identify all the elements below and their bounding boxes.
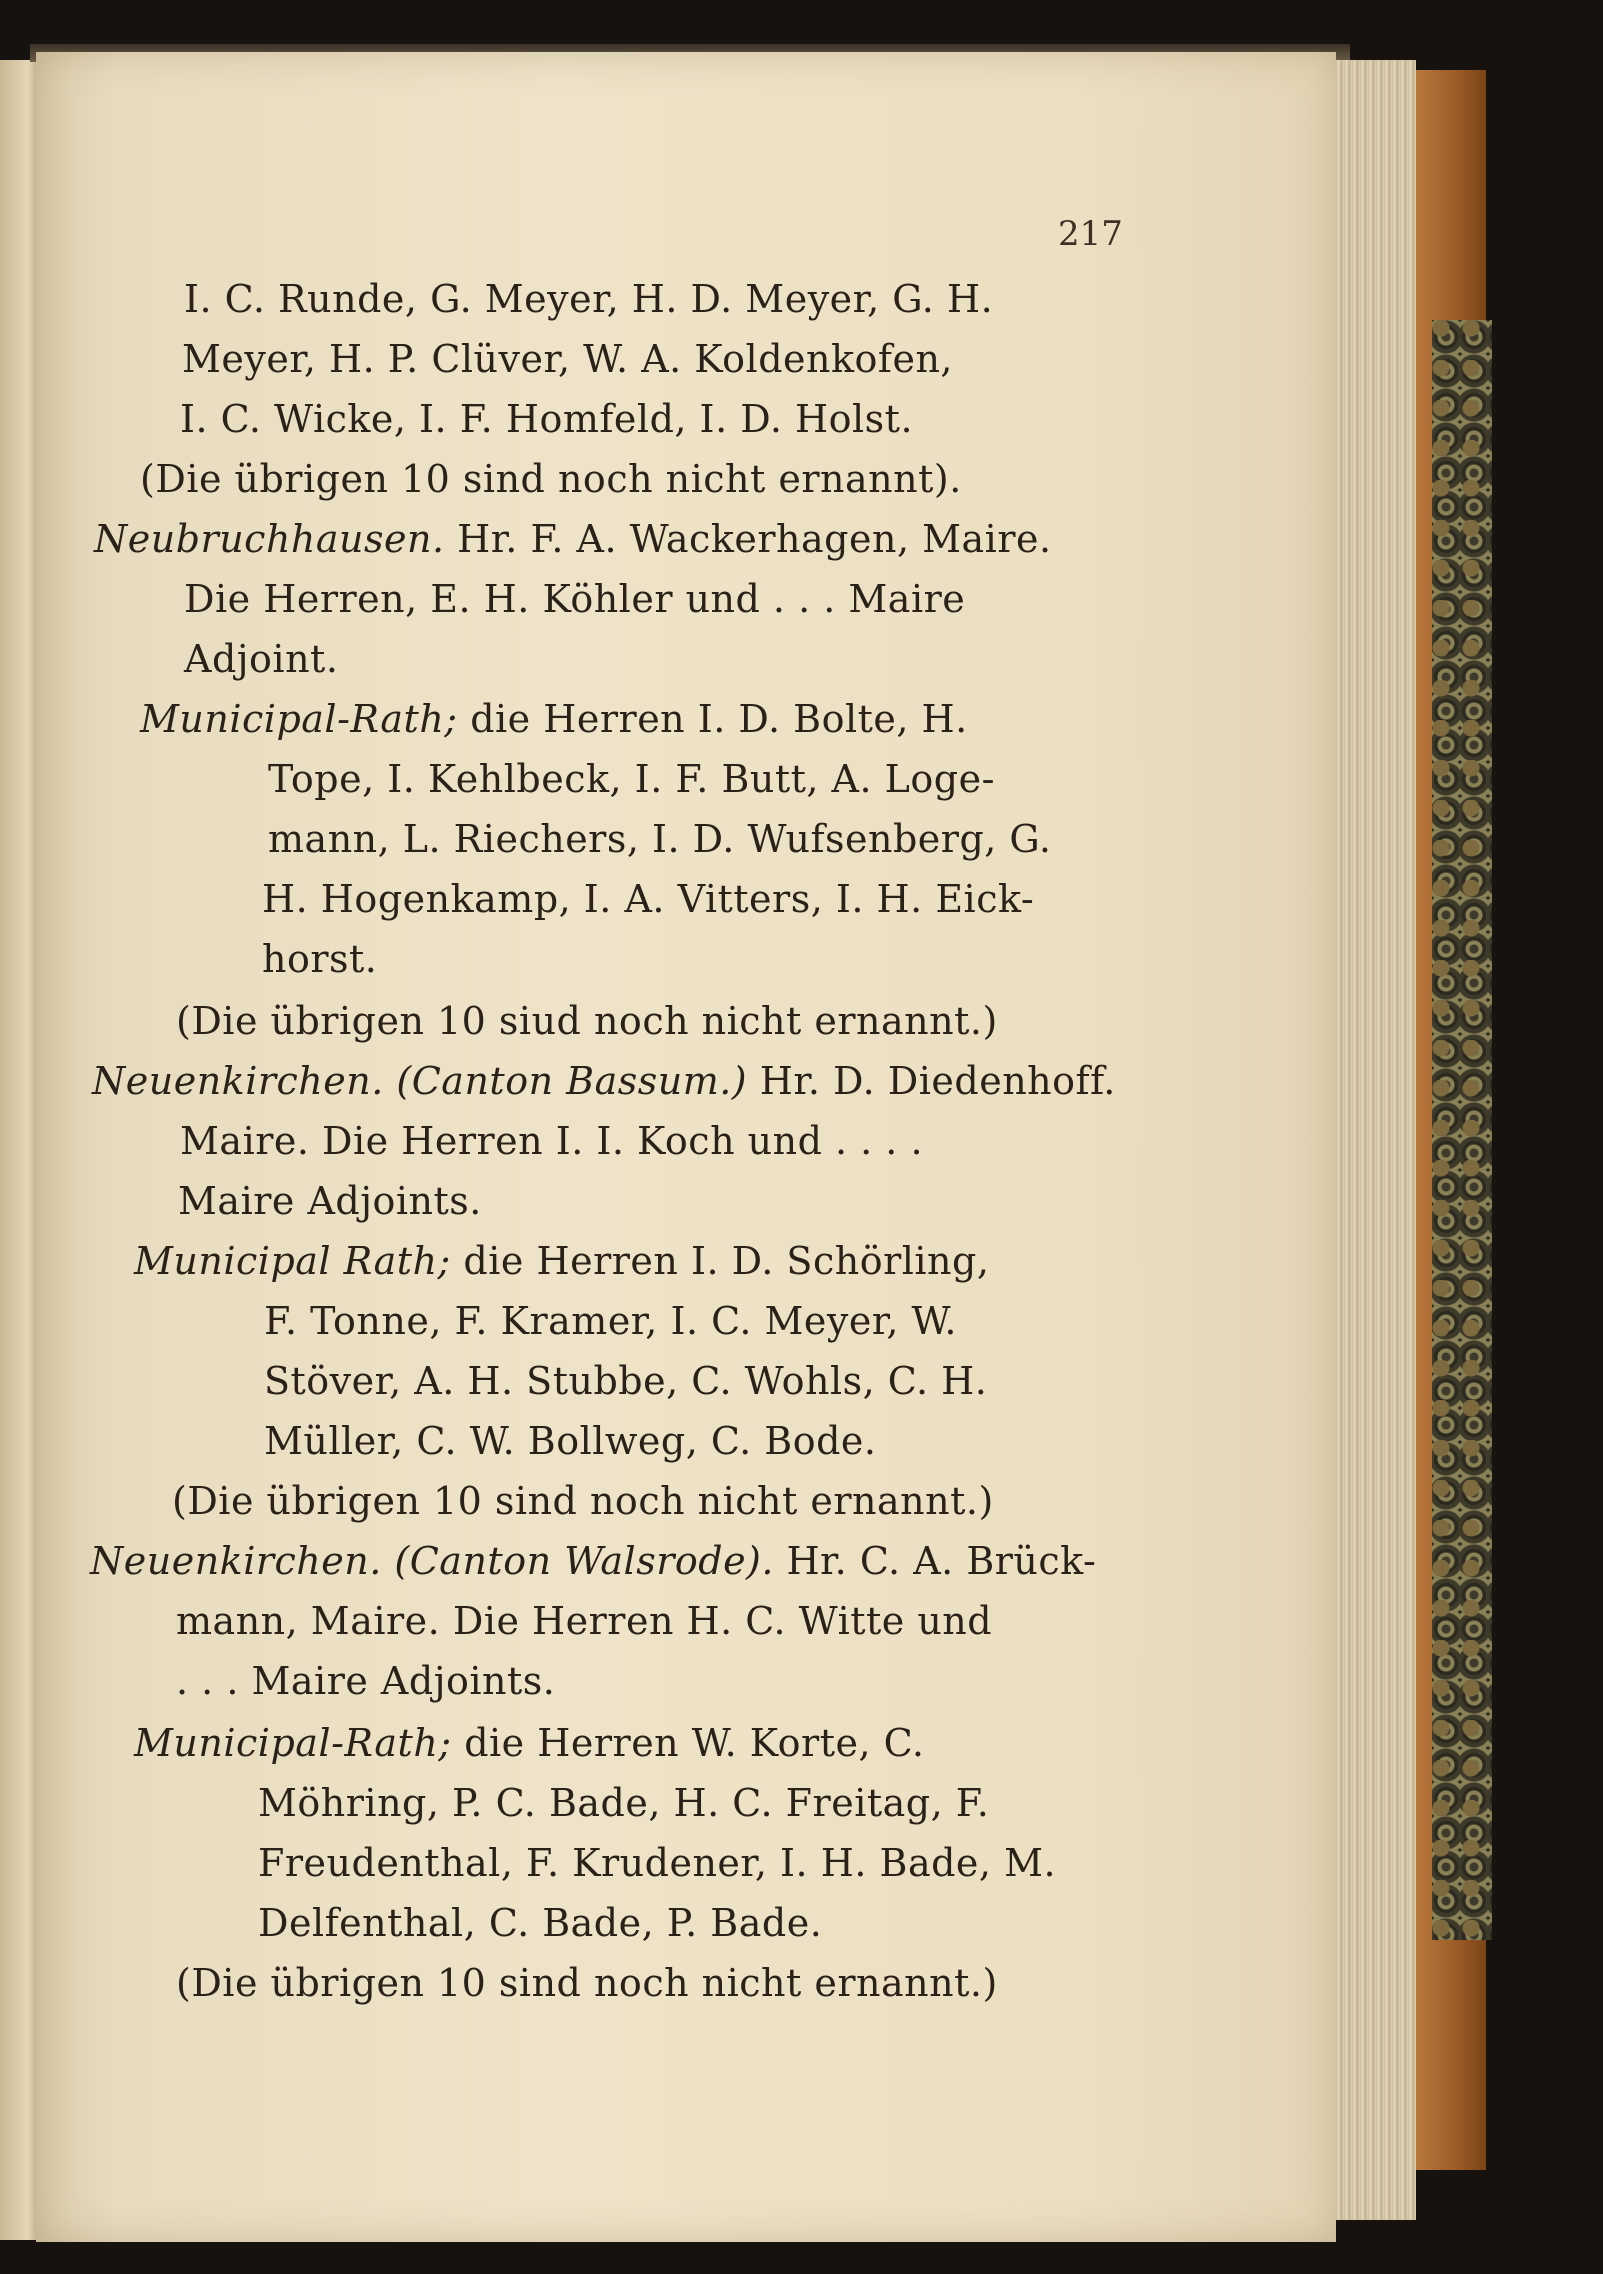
text-line: . . . Maire Adjoints. [176,1659,556,1703]
place-name: Neubruchhausen. [94,517,445,561]
text-line: (Die übrigen 10 sind noch nicht ernannt.) [176,1961,998,2005]
text-line: Adjoint. [184,637,339,681]
text-span: Hr. C. A. Brück- [773,1539,1097,1583]
section-label: Municipal-Rath; [140,697,458,741]
section-label: Municipal Rath; [134,1239,451,1283]
section-label: Municipal-Rath; [134,1721,452,1765]
text-line [134,1714,924,1774]
text-line: Die Herren, E. H. Köhler und . . . Maire [184,577,966,621]
text-line: Maire Adjoints. [178,1179,482,1223]
text-line [140,690,968,750]
text-line [134,1232,989,1292]
text-line: (Die übrigen 10 sind noch nicht ernannt). [140,457,962,501]
place-name: Neuenkirchen. [90,1539,382,1583]
text-line: Möhring, P. C. Bade, H. C. Freitag, F. [258,1781,990,1825]
text-line [92,1052,1116,1112]
text-span: die Herren I. D. Bolte, H. [457,697,968,741]
text-span: Hr. D. Diedenhoff. [747,1059,1116,1103]
text-line: Stöver, A. H. Stubbe, C. Wohls, C. H. [264,1359,988,1403]
text-line: I. C. Wicke, I. F. Homfeld, I. D. Holst. [180,397,914,441]
text-line: (Die übrigen 10 siud noch nicht ernannt.) [176,999,998,1043]
text-line: H. Hogenkamp, I. A. Vitters, I. H. Eick- [262,877,1035,921]
text-line: Maire. Die Herren I. I. Koch und . . . . [180,1119,924,1163]
canton-name: (Canton Bassum.) [383,1059,748,1103]
text-line: F. Tonne, F. Kramer, I. C. Meyer, W. [264,1299,958,1343]
place-name: Neuenkirchen. [92,1059,384,1103]
text-span: die Herren W. Korte, C. [451,1721,925,1765]
text-line: horst. [262,937,378,981]
text-line: Müller, C. W. Bollweg, C. Bode. [264,1419,877,1463]
text-line: Delfenthal, C. Bade, P. Bade. [258,1901,823,1945]
text-line: Tope, I. Kehlbeck, I. F. Butt, A. Loge- [268,757,995,801]
text-span: die Herren I. D. Schörling, [450,1239,990,1283]
text-line: mann, L. Riechers, I. D. Wufsenberg, G. [268,817,1052,861]
text-span: Hr. F. A. Wackerhagen, Maire. [444,517,1052,561]
text-line: (Die übrigen 10 sind noch nicht ernannt.) [172,1479,994,1523]
text-line [90,1532,1096,1592]
canton-name: (Canton Walsrode). [381,1539,774,1583]
text-line: I. C. Runde, G. Meyer, H. D. Meyer, G. H. [184,277,994,321]
page-number: 217 [1058,214,1123,254]
text-line: Freudenthal, F. Krudener, I. H. Bade, M. [258,1841,1057,1885]
text-line: mann, Maire. Die Herren H. C. Witte und [176,1599,993,1643]
text-line [94,510,1052,570]
text-line: Meyer, H. P. Clüver, W. A. Koldenkofen, [182,337,954,381]
